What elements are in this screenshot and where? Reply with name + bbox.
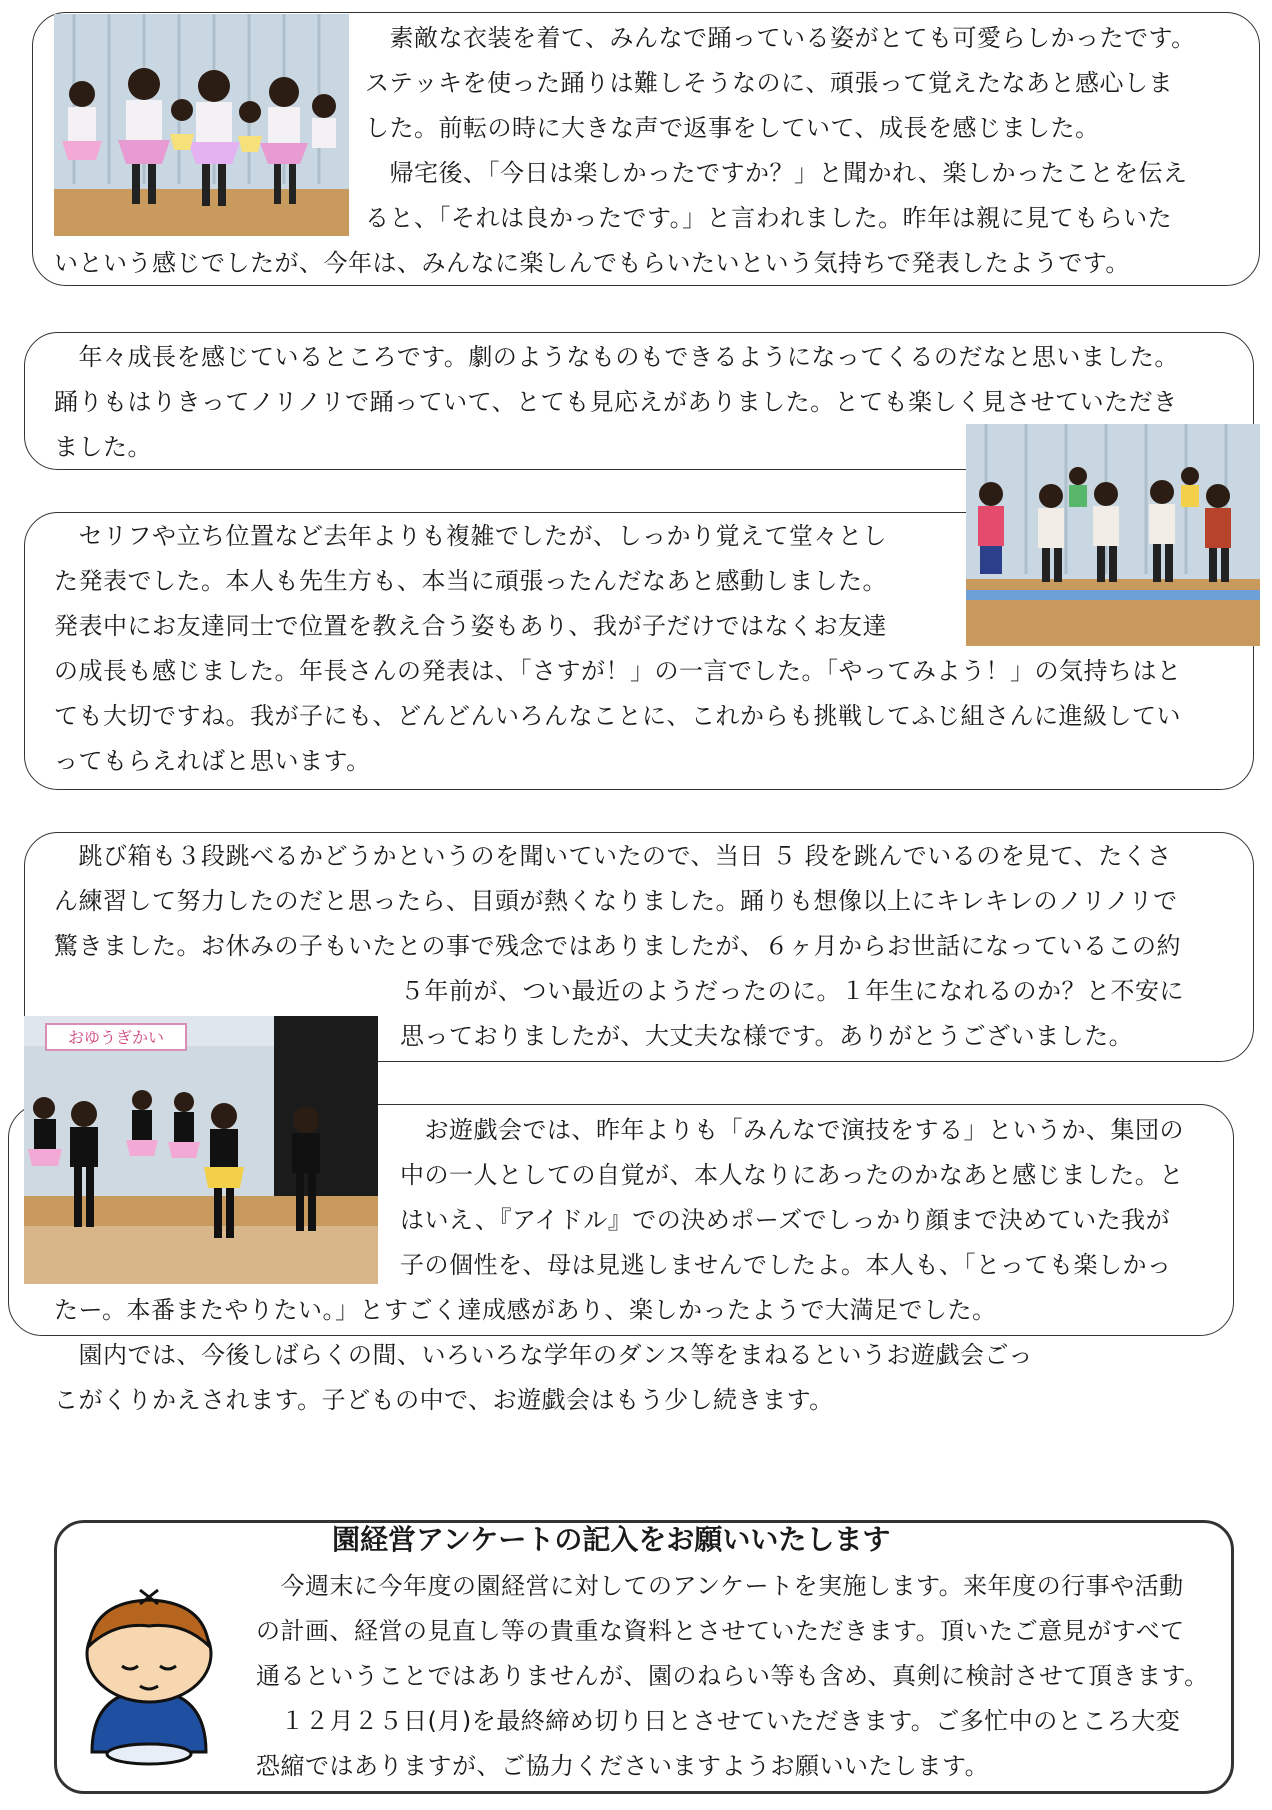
banner-text: おゆうぎかい [67,1028,165,1047]
comment-1-line-6: いという感じでしたが、今年は、みんなに楽しんでもらいたいという気持ちで発表したようです。 [54,249,1130,277]
comment-3-line-4: の成長も感じました。年長さんの発表は、「さすが！」の一言でした。「やってみよう！」の気持ちはと [54,657,1182,685]
comment-1-line-2: ステッキを使った踊りは難しそうなのに、頑張って覚えたなあと感心しま [365,69,1174,97]
comment-4-line-5: 思っておりましたが、大丈夫な様です。ありがとうございました。 [400,1022,1134,1050]
comment-4-line-2: ん練習して努力したのだと思ったら、目頭が熱くなりました。踊りも想像以上にキレキレのノリノリで [54,887,1178,915]
comment-1-line-4: 帰宅後、「今日は楽しかったですか？」と聞かれ、楽しかったことを伝え [365,159,1188,187]
comment-1-line-5: ると、「それは良かったです。」と言われました。昨年は親に見てもらいた [365,204,1173,232]
comment-3-line-1: セリフや立ち位置など去年よりも複雑でしたが、しっかり覚えて堂々とし [54,522,887,550]
comment-1-line-3: した。前転の時に大きな声で返事をしていて、成長を感じました。 [365,114,1100,142]
notice-line-5: 恐縮ではありますが、ご協力くださいますようお願いいたします。 [256,1752,990,1780]
dance-photo-3 [24,1016,378,1284]
comment-4-line-4: ５年前が、つい最近のようだったのに。１年生になれるのか？と不安に [400,977,1184,1005]
comment-5-line-5: たー。本番またやりたい。」とすごく達成感があり、楽しかったようで大満足でした。 [54,1296,997,1324]
comment-2-line-2: 踊りもはりきってノリノリで踊っていて、とても見応えがありました。とても楽しく見させていただき [54,388,1178,416]
closing-line-2: こがくりかえされます。子どもの中で、お遊戯会はもう少し続きます。 [54,1386,834,1414]
comment-2-line-1: 年々成長を感じているところです。劇のようなものもできるようになってくるのだなと思いました。 [54,343,1179,371]
comment-5-line-1: お遊戯会では、昨年よりも「みんなで演技をする」というか、集団の [400,1116,1184,1144]
comment-3-line-3: 発表中にお友達同士で位置を教え合う姿もあり、我が子だけではなくお友達 [54,612,887,640]
comment-5-line-3: はいえ、『アイドル』での決めポーズでしっかり顔まで決めていた我が [400,1206,1171,1234]
notice-line-4: １２月２５日(月)を最終締め切り日とさせていただきます。ご多忙中のところ大変 [256,1707,1181,1735]
notice-line-3: 通るということではありませんが、園のねらい等も含め、真剣に検討させて頂きます。 [256,1662,1209,1690]
closing-line-1: 園内では、今後しばらくの間、いろいろな学年のダンス等をまねるというお遊戯会ごっ [54,1341,1034,1369]
dance-photo-2 [966,424,1260,646]
comment-3-line-2: た発表でした。本人も先生方も、本当に頑張ったんだなあと感動しました。 [54,567,887,595]
comment-1-line-1: 素敵な衣装を着て、みんなで踊っている姿がとても可愛らしかったです。 [365,24,1196,52]
notice-line-1: 今週末に今年度の園経営に対してのアンケートを実施します。来年度の行事や活動 [256,1572,1184,1600]
comment-4-line-3: 驚きました。お休みの子もいたとの事で残念ではありましたが、６ヶ月からお世話になっているこの約 [54,932,1181,960]
comment-3-line-5: ても大切ですね。我が子にも、どんどんいろんなことに、これからも挑戦してふじ組さんに進級してい [54,702,1181,730]
bowing-character-icon [74,1582,224,1772]
comment-3-line-6: ってもらえればと思います。 [54,747,371,775]
comment-2-line-3: ました。 [54,433,152,461]
comment-4-line-1: 跳び箱も３段跳べるかどうかというのを聞いていたので、当日 ５ 段を跳んでいるのを見て、たくさ [54,842,1172,870]
dance-photo-1 [54,14,349,236]
notice-title: 園経営アンケートの記入をお願いいたします [332,1523,891,1556]
notice-line-2: の計画、経営の見直し等の貴重な資料とさせていただきます。頂いたご意見がすべて [256,1617,1185,1645]
comment-5-line-2: 中の一人としての自覚が、本人なりにあったのかなあと感じました。と [400,1161,1184,1189]
comment-5-line-4: 子の個性を、母は見逃しませんでしたよ。本人も、「とっても楽しかっ [400,1251,1172,1279]
